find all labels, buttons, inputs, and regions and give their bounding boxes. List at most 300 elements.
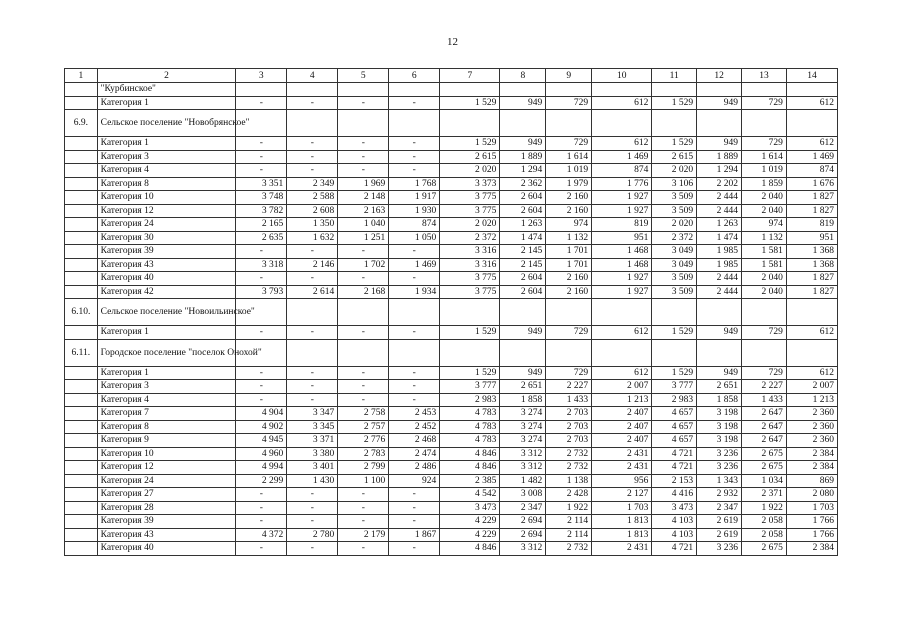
cell-col-6: - (389, 326, 440, 340)
cell-col-10: 2 007 (592, 380, 652, 394)
cell-col-5: 1 100 (338, 474, 389, 488)
cell-col-14: 1 827 (786, 204, 837, 218)
cell-col-10: 1 927 (592, 204, 652, 218)
cell-col-14: 2 080 (786, 488, 837, 502)
row-name: Категория 8 (97, 177, 236, 191)
column-number-7: 7 (440, 69, 500, 83)
cell-col-3: - (236, 245, 287, 259)
table-row (65, 83, 838, 97)
cell-col-6: 1 917 (389, 191, 440, 205)
cell-col-14: 1 766 (786, 515, 837, 529)
cell-col-7: 2 983 (440, 393, 500, 407)
cell-col-8: 2 694 (500, 528, 546, 542)
row-name: Категория 3 (97, 380, 236, 394)
cell-col-3: - (236, 380, 287, 394)
cell-col-6: 2 468 (389, 434, 440, 448)
cell-col-14: 2 360 (786, 420, 837, 434)
cell-col-10 (592, 299, 652, 326)
cell-col-5: 2 799 (338, 461, 389, 475)
cell-col-12: 3 198 (697, 420, 742, 434)
table-row (65, 245, 838, 259)
cell-col-11: 3 049 (652, 245, 697, 259)
cell-col-10: 1 703 (592, 501, 652, 515)
cell-col-14: 2 384 (786, 461, 837, 475)
row-name: Категория 40 (97, 542, 236, 556)
table-row (65, 528, 838, 542)
cell-col-6: 2 452 (389, 420, 440, 434)
cell-col-14: 819 (786, 218, 837, 232)
table-row (65, 191, 838, 205)
cell-col-10: 874 (592, 164, 652, 178)
cell-col-10: 2 431 (592, 542, 652, 556)
cell-col-13: 2 675 (742, 461, 787, 475)
column-number-9: 9 (546, 69, 592, 83)
row-index (65, 461, 98, 475)
cell-col-6 (389, 110, 440, 137)
cell-col-13: 1 922 (742, 501, 787, 515)
cell-col-3: 3 782 (236, 204, 287, 218)
cell-col-5: - (338, 515, 389, 529)
table-row (65, 150, 838, 164)
cell-col-11: 3 777 (652, 380, 697, 394)
cell-col-5: 1 969 (338, 177, 389, 191)
cell-col-4: 1 632 (287, 231, 338, 245)
cell-col-11: 3 509 (652, 285, 697, 299)
cell-col-9: 1 701 (546, 245, 592, 259)
cell-col-12: 2 651 (697, 380, 742, 394)
cell-col-13: 2 647 (742, 420, 787, 434)
cell-col-9: 2 160 (546, 204, 592, 218)
table-row (65, 366, 838, 380)
cell-col-14: 612 (786, 326, 837, 340)
cell-col-5: - (338, 380, 389, 394)
table-row (65, 164, 838, 178)
table-row (65, 218, 838, 232)
cell-col-5: 2 163 (338, 204, 389, 218)
cell-col-14: 1 213 (786, 393, 837, 407)
cell-col-10: 2 431 (592, 447, 652, 461)
cell-col-12: 2 444 (697, 285, 742, 299)
cell-col-7: 3 473 (440, 501, 500, 515)
cell-col-11: 4 416 (652, 488, 697, 502)
row-name: Категория 24 (97, 474, 236, 488)
cell-col-4: 1 430 (287, 474, 338, 488)
cell-col-6 (389, 339, 440, 366)
cell-col-7: 3 316 (440, 258, 500, 272)
cell-col-12 (697, 339, 742, 366)
cell-col-12 (697, 299, 742, 326)
cell-col-9: 2 160 (546, 285, 592, 299)
cell-col-11: 3 509 (652, 272, 697, 286)
cell-col-14: 874 (786, 164, 837, 178)
cell-col-7: 1 529 (440, 366, 500, 380)
cell-col-5: 2 179 (338, 528, 389, 542)
cell-col-12: 2 347 (697, 501, 742, 515)
table-row (65, 447, 838, 461)
row-name: Категория 30 (97, 231, 236, 245)
cell-col-9: 1 138 (546, 474, 592, 488)
column-number-1: 1 (65, 69, 98, 83)
cell-col-14: 2 384 (786, 447, 837, 461)
cell-col-10: 1 813 (592, 515, 652, 529)
cell-col-3: - (236, 542, 287, 556)
cell-col-3: 4 904 (236, 407, 287, 421)
cell-col-13: 1 034 (742, 474, 787, 488)
cell-col-14 (786, 299, 837, 326)
row-name: "Курбинское" (97, 83, 236, 97)
row-name: Категория 42 (97, 285, 236, 299)
cell-col-12: 3 236 (697, 542, 742, 556)
row-name: Категория 8 (97, 420, 236, 434)
cell-col-9: 974 (546, 218, 592, 232)
table-row (65, 420, 838, 434)
column-number-4: 4 (287, 69, 338, 83)
cell-col-9: 2 114 (546, 515, 592, 529)
cell-col-14: 1 676 (786, 177, 837, 191)
row-index (65, 501, 98, 515)
row-index (65, 204, 98, 218)
cell-col-4: 2 349 (287, 177, 338, 191)
section-row (65, 110, 838, 137)
row-name: Категория 7 (97, 407, 236, 421)
cell-col-4: - (287, 164, 338, 178)
cell-col-5: 1 702 (338, 258, 389, 272)
cell-col-3: 2 165 (236, 218, 287, 232)
cell-col-10: 2 407 (592, 407, 652, 421)
cell-col-11: 3 473 (652, 501, 697, 515)
cell-col-14: 612 (786, 137, 837, 151)
row-index (65, 150, 98, 164)
cell-col-13: 729 (742, 137, 787, 151)
cell-col-12: 3 236 (697, 461, 742, 475)
column-number-13: 13 (742, 69, 787, 83)
row-name: Категория 4 (97, 164, 236, 178)
cell-col-8 (500, 110, 546, 137)
cell-col-12: 1 985 (697, 245, 742, 259)
cell-col-5: - (338, 137, 389, 151)
row-index: 6.11. (65, 339, 98, 366)
cell-col-3: 4 372 (236, 528, 287, 542)
cell-col-12: 3 236 (697, 447, 742, 461)
cell-col-13: 2 058 (742, 515, 787, 529)
cell-col-3: - (236, 393, 287, 407)
cell-col-5: - (338, 542, 389, 556)
cell-col-10 (592, 339, 652, 366)
cell-col-6: - (389, 542, 440, 556)
cell-col-6: - (389, 137, 440, 151)
cell-col-6: - (389, 366, 440, 380)
cell-col-6: 1 469 (389, 258, 440, 272)
cell-col-10: 951 (592, 231, 652, 245)
cell-col-12: 1 985 (697, 258, 742, 272)
cell-col-14 (786, 339, 837, 366)
table-row (65, 258, 838, 272)
cell-col-11: 4 103 (652, 528, 697, 542)
table-row (65, 434, 838, 448)
cell-col-10: 1 927 (592, 191, 652, 205)
cell-col-7: 4 846 (440, 542, 500, 556)
cell-col-11: 3 509 (652, 191, 697, 205)
cell-col-6: - (389, 380, 440, 394)
cell-col-7: 2 020 (440, 164, 500, 178)
row-index: 6.9. (65, 110, 98, 137)
column-number-8: 8 (500, 69, 546, 83)
row-name: Категория 1 (97, 137, 236, 151)
cell-col-4: 2 614 (287, 285, 338, 299)
cell-col-8: 1 263 (500, 218, 546, 232)
cell-col-3: - (236, 164, 287, 178)
cell-col-6: 2 474 (389, 447, 440, 461)
cell-col-3: 2 299 (236, 474, 287, 488)
cell-col-5 (338, 110, 389, 137)
cell-col-7 (440, 110, 500, 137)
cell-col-12 (697, 110, 742, 137)
cell-col-10: 612 (592, 326, 652, 340)
cell-col-8: 3 312 (500, 542, 546, 556)
column-number-2: 2 (97, 69, 236, 83)
cell-col-5: 2 757 (338, 420, 389, 434)
row-name: Категория 9 (97, 434, 236, 448)
cell-col-10 (592, 83, 652, 97)
cell-col-5: - (338, 393, 389, 407)
cell-col-10: 1 927 (592, 285, 652, 299)
row-name: Категория 43 (97, 258, 236, 272)
cell-col-11: 2 615 (652, 150, 697, 164)
cell-col-12: 949 (697, 366, 742, 380)
cell-col-12: 1 474 (697, 231, 742, 245)
table-row (65, 272, 838, 286)
cell-col-4: - (287, 488, 338, 502)
cell-col-7: 3 316 (440, 245, 500, 259)
cell-col-8: 2 604 (500, 272, 546, 286)
cell-col-9: 729 (546, 137, 592, 151)
cell-col-8 (500, 83, 546, 97)
cell-col-12: 1 294 (697, 164, 742, 178)
table-row (65, 542, 838, 556)
cell-col-13: 2 647 (742, 407, 787, 421)
table-row (65, 501, 838, 515)
table-row (65, 380, 838, 394)
cell-col-5: 2 168 (338, 285, 389, 299)
cell-col-13: 974 (742, 218, 787, 232)
cell-col-6: - (389, 393, 440, 407)
cell-col-10: 1 213 (592, 393, 652, 407)
cell-col-10: 956 (592, 474, 652, 488)
row-name: Категория 1 (97, 96, 236, 110)
cell-col-13: 1 433 (742, 393, 787, 407)
cell-col-5: - (338, 326, 389, 340)
cell-col-7: 3 775 (440, 191, 500, 205)
table-row (65, 488, 838, 502)
cell-col-13: 2 371 (742, 488, 787, 502)
table-row (65, 137, 838, 151)
cell-col-9: 2 227 (546, 380, 592, 394)
cell-col-6: - (389, 164, 440, 178)
cell-col-3 (236, 83, 287, 97)
cell-col-4: - (287, 150, 338, 164)
cell-col-8: 2 604 (500, 191, 546, 205)
cell-col-9 (546, 83, 592, 97)
cell-col-3: - (236, 515, 287, 529)
cell-col-9 (546, 299, 592, 326)
row-name: Категория 39 (97, 245, 236, 259)
cell-col-3: - (236, 326, 287, 340)
cell-col-13: 2 040 (742, 285, 787, 299)
cell-col-8: 3 274 (500, 420, 546, 434)
cell-col-14: 612 (786, 96, 837, 110)
row-index (65, 258, 98, 272)
cell-col-14: 2 384 (786, 542, 837, 556)
cell-col-8: 3 312 (500, 447, 546, 461)
cell-col-11: 1 529 (652, 96, 697, 110)
cell-col-7: 3 777 (440, 380, 500, 394)
cell-col-5: 2 783 (338, 447, 389, 461)
table-row (65, 461, 838, 475)
cell-col-11: 4 103 (652, 515, 697, 529)
row-index (65, 164, 98, 178)
cell-col-13: 1 019 (742, 164, 787, 178)
row-index (65, 218, 98, 232)
cell-col-12: 2 619 (697, 515, 742, 529)
row-index (65, 447, 98, 461)
cell-col-12: 949 (697, 96, 742, 110)
cell-col-13: 2 647 (742, 434, 787, 448)
cell-col-11: 4 721 (652, 447, 697, 461)
cell-col-13: 2 040 (742, 191, 787, 205)
row-index (65, 245, 98, 259)
cell-col-8: 2 347 (500, 501, 546, 515)
cell-col-3: - (236, 488, 287, 502)
row-index (65, 542, 98, 556)
cell-col-5: - (338, 501, 389, 515)
cell-col-3: 3 351 (236, 177, 287, 191)
table-row (65, 204, 838, 218)
table-row (65, 326, 838, 340)
cell-col-6: - (389, 96, 440, 110)
cell-col-7: 4 846 (440, 447, 500, 461)
cell-col-4: - (287, 515, 338, 529)
cell-col-5 (338, 83, 389, 97)
cell-col-13: 1 614 (742, 150, 787, 164)
row-index (65, 407, 98, 421)
cell-col-7: 3 775 (440, 285, 500, 299)
cell-col-9: 2 703 (546, 420, 592, 434)
row-index (65, 231, 98, 245)
cell-col-12: 2 444 (697, 272, 742, 286)
cell-col-6: - (389, 272, 440, 286)
row-index (65, 393, 98, 407)
table-row (65, 96, 838, 110)
cell-col-12: 1 858 (697, 393, 742, 407)
cell-col-4: - (287, 542, 338, 556)
cell-col-14: 951 (786, 231, 837, 245)
column-number-row (65, 69, 838, 83)
cell-col-7: 2 020 (440, 218, 500, 232)
cell-col-6: 874 (389, 218, 440, 232)
cell-col-8: 2 694 (500, 515, 546, 529)
cell-col-5 (338, 339, 389, 366)
cell-col-13 (742, 110, 787, 137)
cell-col-4: - (287, 96, 338, 110)
cell-col-6: 2 486 (389, 461, 440, 475)
cell-col-8 (500, 299, 546, 326)
section-row (65, 339, 838, 366)
cell-col-5: 2 148 (338, 191, 389, 205)
cell-col-9: 2 160 (546, 272, 592, 286)
cell-col-10: 612 (592, 96, 652, 110)
cell-col-4: 2 608 (287, 204, 338, 218)
cell-col-14: 2 007 (786, 380, 837, 394)
cell-col-5: 2 758 (338, 407, 389, 421)
cell-col-10: 1 776 (592, 177, 652, 191)
row-index (65, 83, 98, 97)
row-name: Категория 27 (97, 488, 236, 502)
cell-col-9: 1 979 (546, 177, 592, 191)
cell-col-6: 1 768 (389, 177, 440, 191)
cell-col-6: 1 934 (389, 285, 440, 299)
cell-col-8: 3 008 (500, 488, 546, 502)
cell-col-4: - (287, 245, 338, 259)
column-number-10: 10 (592, 69, 652, 83)
cell-col-11: 2 372 (652, 231, 697, 245)
cell-col-10: 612 (592, 366, 652, 380)
cell-col-9: 2 160 (546, 191, 592, 205)
cell-col-9: 2 732 (546, 461, 592, 475)
cell-col-10: 819 (592, 218, 652, 232)
page-number: 12 (447, 36, 458, 48)
cell-col-6: - (389, 501, 440, 515)
cell-col-10: 1 469 (592, 150, 652, 164)
row-index (65, 326, 98, 340)
cell-col-9: 1 019 (546, 164, 592, 178)
cell-col-8: 949 (500, 137, 546, 151)
cell-col-4: - (287, 393, 338, 407)
cell-col-5: - (338, 488, 389, 502)
cell-col-8: 3 274 (500, 434, 546, 448)
row-name: Категория 12 (97, 461, 236, 475)
cell-col-9: 1 614 (546, 150, 592, 164)
cell-col-7 (440, 299, 500, 326)
cell-col-6: 924 (389, 474, 440, 488)
cell-col-3: - (236, 150, 287, 164)
cell-col-7: 2 372 (440, 231, 500, 245)
row-name: Сельское поселение "Новоильинское" (97, 299, 236, 326)
cell-col-6: 1 930 (389, 204, 440, 218)
cell-col-5: - (338, 366, 389, 380)
cell-col-9: 2 732 (546, 542, 592, 556)
cell-col-6: 2 453 (389, 407, 440, 421)
cell-col-6: - (389, 515, 440, 529)
column-number-5: 5 (338, 69, 389, 83)
cell-col-8: 2 362 (500, 177, 546, 191)
cell-col-7: 4 783 (440, 434, 500, 448)
cell-col-11: 2 020 (652, 164, 697, 178)
row-name: Категория 24 (97, 218, 236, 232)
cell-col-3: - (236, 272, 287, 286)
cell-col-13: 2 675 (742, 447, 787, 461)
cell-col-11: 4 721 (652, 461, 697, 475)
cell-col-10: 612 (592, 137, 652, 151)
cell-col-14: 1 703 (786, 501, 837, 515)
cell-col-3: 3 793 (236, 285, 287, 299)
row-index (65, 272, 98, 286)
cell-col-4: - (287, 272, 338, 286)
cell-col-9: 2 703 (546, 434, 592, 448)
cell-col-4: 3 345 (287, 420, 338, 434)
cell-col-3: 3 748 (236, 191, 287, 205)
cell-col-6: - (389, 245, 440, 259)
cell-col-5: - (338, 150, 389, 164)
